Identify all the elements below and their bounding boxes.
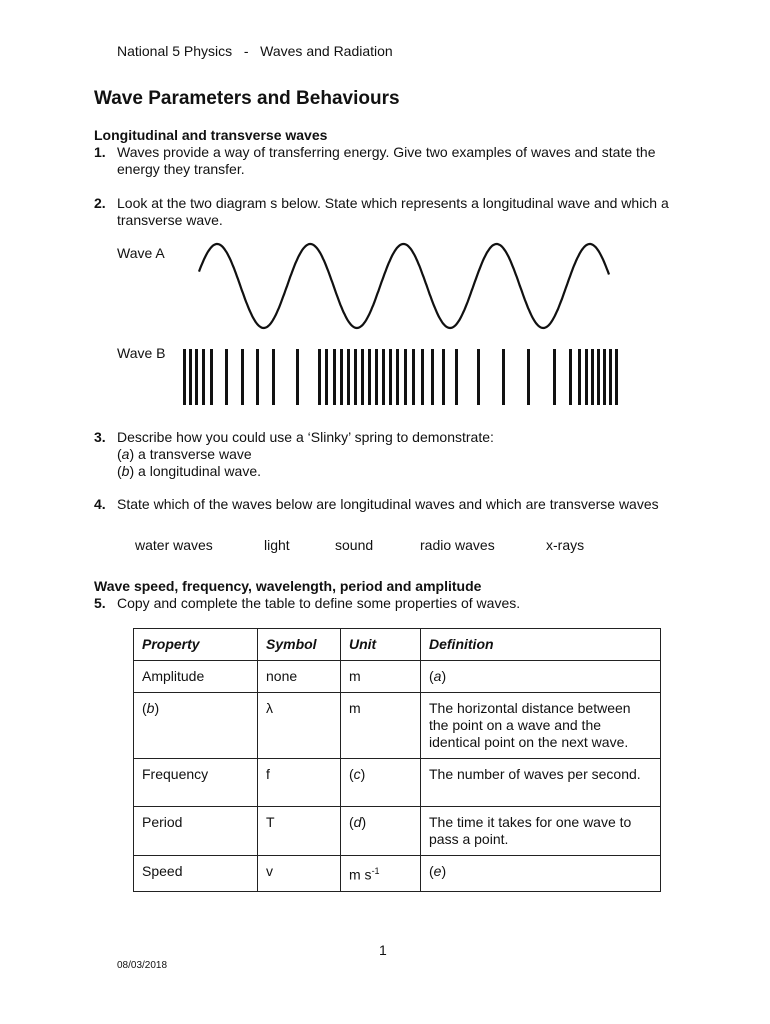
compression-line [241, 349, 244, 405]
compression-line [569, 349, 572, 405]
compression-line [347, 349, 350, 405]
wave-a-label: Wave A [117, 245, 165, 261]
table-cell: The number of waves per second. [421, 759, 661, 807]
wave-b-diagram [175, 346, 625, 406]
compression-line [340, 349, 343, 405]
question-4 [94, 496, 674, 513]
compression-line [412, 349, 415, 405]
table-cell: none [258, 661, 341, 693]
compression-line [382, 349, 385, 405]
table-cell: (a) [421, 661, 661, 693]
table-cell: T [258, 807, 341, 856]
compression-line [375, 349, 378, 405]
table-cell: (c) [341, 759, 421, 807]
table-cell: The horizontal distance between the point on a wave and the identical point on the next wave. [421, 693, 661, 759]
question-part-b: (b) a longitudinal wave. [117, 463, 262, 479]
section-heading-wave-speed: Wave speed, frequency, wavelength, period and amplitude [94, 578, 482, 594]
compression-line [333, 349, 336, 405]
question-number: 2. [94, 195, 106, 211]
question-number: 4. [94, 496, 106, 512]
question-text: Waves provide a way of transferring energy. Give two examples of waves and state the energy they transfer. [117, 144, 656, 177]
table-row [134, 807, 661, 856]
wave-a-diagram [195, 238, 615, 334]
table-row [134, 856, 661, 892]
compression-line [527, 349, 530, 405]
table-cell: f [258, 759, 341, 807]
table-cell: Amplitude [134, 661, 258, 693]
question-text: Copy and complete the table to define some properties of waves. [117, 595, 521, 611]
compression-line [421, 349, 424, 405]
compression-line [202, 349, 205, 405]
compression-line [189, 349, 192, 405]
page-number: 1 [379, 942, 387, 958]
table-cell: m [341, 661, 421, 693]
compression-line [455, 349, 458, 405]
compression-line [615, 349, 618, 405]
wave-type-item: radio waves [420, 537, 495, 553]
page-header: National 5 Physics - Waves and Radiation [117, 43, 393, 59]
compression-line [609, 349, 612, 405]
compression-line [396, 349, 399, 405]
compression-line [404, 349, 407, 405]
wave-type-item: x-rays [546, 537, 585, 553]
question-number: 5. [94, 595, 106, 611]
compression-line [603, 349, 606, 405]
compression-line [368, 349, 371, 405]
page-title: Wave Parameters and Behaviours [94, 88, 400, 109]
table-header-cell: Unit [341, 629, 421, 661]
table-cell: (e) [421, 856, 661, 892]
table-cell: v [258, 856, 341, 892]
compression-line [585, 349, 588, 405]
wave-type-item: light [264, 537, 290, 553]
wave-b-label: Wave B [117, 345, 166, 361]
table-cell: The time it takes for one wave to pass a point. [421, 807, 661, 856]
compression-line [553, 349, 556, 405]
footer-date: 08/03/2018 [117, 960, 168, 971]
compression-line [442, 349, 445, 405]
compression-line [296, 349, 299, 405]
table-cell: Frequency [134, 759, 258, 807]
table-cell: Speed [134, 856, 258, 892]
compression-line [502, 349, 505, 405]
question-3 [94, 429, 674, 480]
table-row [134, 693, 661, 759]
compression-line [361, 349, 364, 405]
question-text: Look at the two diagram s below. State which represents a longitudinal wave and which a transverse wave. [117, 195, 669, 228]
table-cell: (d) [341, 807, 421, 856]
table-cell: m $s^{-1}$ [341, 856, 421, 892]
question-5 [94, 595, 674, 612]
compression-line [256, 349, 259, 405]
table-header-row [134, 629, 661, 661]
wave-type-item: water waves [135, 537, 213, 553]
compression-line [325, 349, 328, 405]
question-2 [94, 195, 674, 229]
wave-type-item: sound [335, 537, 374, 553]
compression-line [389, 349, 392, 405]
question-number: 3. [94, 429, 106, 445]
compression-line [195, 349, 198, 405]
question-text: State which of the waves below are longitudinal waves and which are transverse waves [117, 496, 659, 512]
compression-line [225, 349, 228, 405]
table-cell: Period [134, 807, 258, 856]
table-cell: m [341, 693, 421, 759]
question-number: 1. [94, 144, 106, 160]
compression-line [578, 349, 581, 405]
compression-line [318, 349, 321, 405]
compression-line [477, 349, 480, 405]
section-heading-longitudinal-transverse: Longitudinal and transverse waves [94, 127, 328, 143]
compression-line [210, 349, 213, 405]
compression-line [183, 349, 186, 405]
table-cell: λ [258, 693, 341, 759]
wave-properties-table [133, 628, 661, 892]
question-part-a: (a) a transverse wave [117, 446, 252, 462]
table-row [134, 759, 661, 807]
table-cell: (b) [134, 693, 258, 759]
table-row [134, 661, 661, 693]
compression-line [431, 349, 434, 405]
compression-line [597, 349, 600, 405]
question-1 [94, 144, 674, 178]
question-text: Describe how you could use a ‘Slinky’ spring to demonstrate: [117, 429, 494, 445]
compression-line [354, 349, 357, 405]
table-header-cell: Property [134, 629, 258, 661]
table-header-cell: Symbol [258, 629, 341, 661]
compression-line [591, 349, 594, 405]
table-header-cell: Definition [421, 629, 661, 661]
compression-line [272, 349, 275, 405]
